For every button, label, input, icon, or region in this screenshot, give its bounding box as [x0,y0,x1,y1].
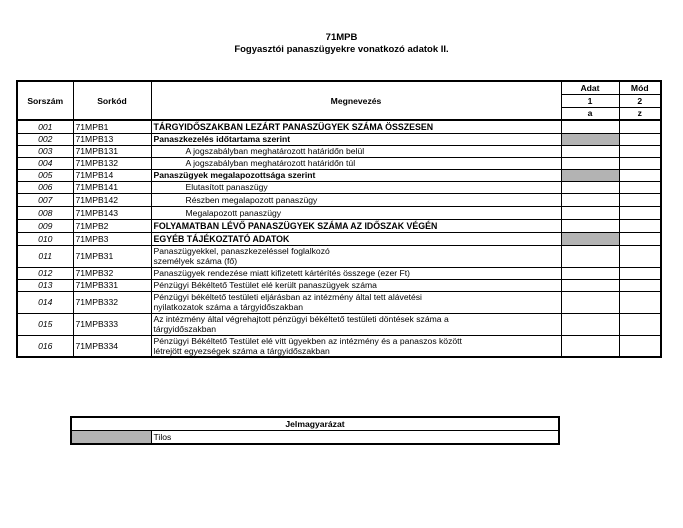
row-code: 71MPB332 [73,291,151,313]
table-row [17,291,661,313]
mod-cell[interactable] [619,120,661,133]
row-number: 016 [17,335,73,357]
row-number: 010 [17,232,73,245]
mod-cell[interactable] [619,169,661,181]
adat-cell[interactable] [561,313,619,335]
header-mod-letter: z [619,107,661,120]
forbidden-cell [561,133,619,145]
mod-cell[interactable] [619,133,661,145]
row-number: 005 [17,169,73,181]
mod-cell[interactable] [619,206,661,219]
row-code: 71MPB333 [73,313,151,335]
row-name: TÁRGYIDŐSZAKBAN LEZÁRT PANASZÜGYEK SZÁMA ÖSSZESEN [151,120,561,133]
row-number: 007 [17,193,73,206]
adat-cell[interactable] [561,206,619,219]
row-number: 004 [17,157,73,169]
table-row [17,120,661,133]
legend-swatch [71,431,151,445]
legend-label: Tilos [151,431,559,445]
header-megnevezes: Megnevezés [151,81,561,120]
header-mod: Mód [619,81,661,94]
table-row [17,169,661,181]
mod-cell[interactable] [619,335,661,357]
header-adat-letter: a [561,107,619,120]
row-number: 008 [17,206,73,219]
row-code: 71MPB143 [73,206,151,219]
row-code: 71MPB334 [73,335,151,357]
row-code: 71MPB1 [73,120,151,133]
header-adat-number: 1 [561,94,619,107]
row-code: 71MPB31 [73,245,151,267]
row-name: Megalapozott panaszügy [151,206,561,219]
row-name: Panaszügyek rendezése miatt kifizetett kártérítés összege (ezer Ft) [151,267,561,279]
header-mod-number: 2 [619,94,661,107]
mod-cell[interactable] [619,313,661,335]
table-row [17,193,661,206]
adat-cell[interactable] [561,267,619,279]
table-row [17,335,661,357]
row-code: 71MPB14 [73,169,151,181]
mod-cell[interactable] [619,245,661,267]
table-row [17,313,661,335]
row-number: 013 [17,279,73,291]
data-table [16,80,662,358]
adat-cell[interactable] [561,120,619,133]
row-name: Pénzügyi Békéltető Testület elé került panaszügyek száma [151,279,561,291]
header-sorszam: Sorszám [17,81,73,120]
row-number: 002 [17,133,73,145]
table-row [17,206,661,219]
adat-cell[interactable] [561,193,619,206]
row-name: Pénzügyi Békéltető Testület elé vitt ügyekben az intézmény és a panaszos között létrejött egyezségek száma a tárgyidőszakban [151,335,561,357]
row-code: 71MPB142 [73,193,151,206]
report-code: 71MPB [325,32,358,43]
row-code: 71MPB132 [73,157,151,169]
table-row [17,267,661,279]
row-name: Panaszügyekkel, panaszkezeléssel foglalkozó személyek száma (fő) [151,245,561,267]
table-row [17,145,661,157]
row-number: 014 [17,291,73,313]
table-row [17,181,661,193]
row-number: 012 [17,267,73,279]
mod-cell[interactable] [619,232,661,245]
header-sorkod: Sorkód [73,81,151,120]
row-name: Panaszkezelés időtartama szerint [151,133,561,145]
adat-cell[interactable] [561,245,619,267]
adat-cell[interactable] [561,181,619,193]
row-number: 011 [17,245,73,267]
table-row [17,157,661,169]
adat-cell[interactable] [561,335,619,357]
row-number: 015 [17,313,73,335]
adat-cell[interactable] [561,157,619,169]
row-name: EGYÉB TÁJÉKOZTATÓ ADATOK [151,232,561,245]
mod-cell[interactable] [619,157,661,169]
header-adat: Adat [561,81,619,94]
row-name: Elutasított panaszügy [151,181,561,193]
legend-title: Jelmagyarázat [71,417,559,431]
row-code: 71MPB32 [73,267,151,279]
row-code: 71MPB141 [73,181,151,193]
table-row [17,232,661,245]
row-code: 71MPB3 [73,232,151,245]
forbidden-cell [561,169,619,181]
mod-cell[interactable] [619,181,661,193]
row-number: 001 [17,120,73,133]
forbidden-cell [561,232,619,245]
row-code: 71MPB2 [73,219,151,232]
legend-table [70,416,560,445]
adat-cell[interactable] [561,145,619,157]
mod-cell[interactable] [619,267,661,279]
row-number: 006 [17,181,73,193]
row-name: A jogszabályban meghatározott határidőn belül [151,145,561,157]
row-code: 71MPB331 [73,279,151,291]
table-row [17,133,661,145]
row-name: Az intézmény által végrehajtott pénzügyi békéltető testületi döntések száma a tárgyidőszakban [151,313,561,335]
row-code: 71MPB13 [73,133,151,145]
table-row [17,219,661,232]
mod-cell[interactable] [619,219,661,232]
table-row [17,279,661,291]
mod-cell[interactable] [619,279,661,291]
adat-cell[interactable] [561,219,619,232]
row-code: 71MPB131 [73,145,151,157]
mod-cell[interactable] [619,291,661,313]
mod-cell[interactable] [619,145,661,157]
row-name: Pénzügyi békéltető testületi eljárásban az intézmény által tett alávetési nyilatkozatok száma a tárgyidőszakban [151,291,561,313]
row-name: A jogszabályban meghatározott határidőn túl [151,157,561,169]
table-row [17,245,661,267]
row-name: FOLYAMATBAN LÉVŐ PANASZÜGYEK SZÁMA AZ IDŐSZAK VÉGÉN [151,219,561,232]
row-number: 009 [17,219,73,232]
row-name: Panaszügyek megalapozottsága szerint [151,169,561,181]
mod-cell[interactable] [619,193,661,206]
row-number: 003 [17,145,73,157]
row-name: Részben megalapozott panaszügy [151,193,561,206]
adat-cell[interactable] [561,291,619,313]
adat-cell[interactable] [561,279,619,291]
report-title: Fogyasztói panaszügyekre vonatkozó adatok II. [234,44,449,55]
